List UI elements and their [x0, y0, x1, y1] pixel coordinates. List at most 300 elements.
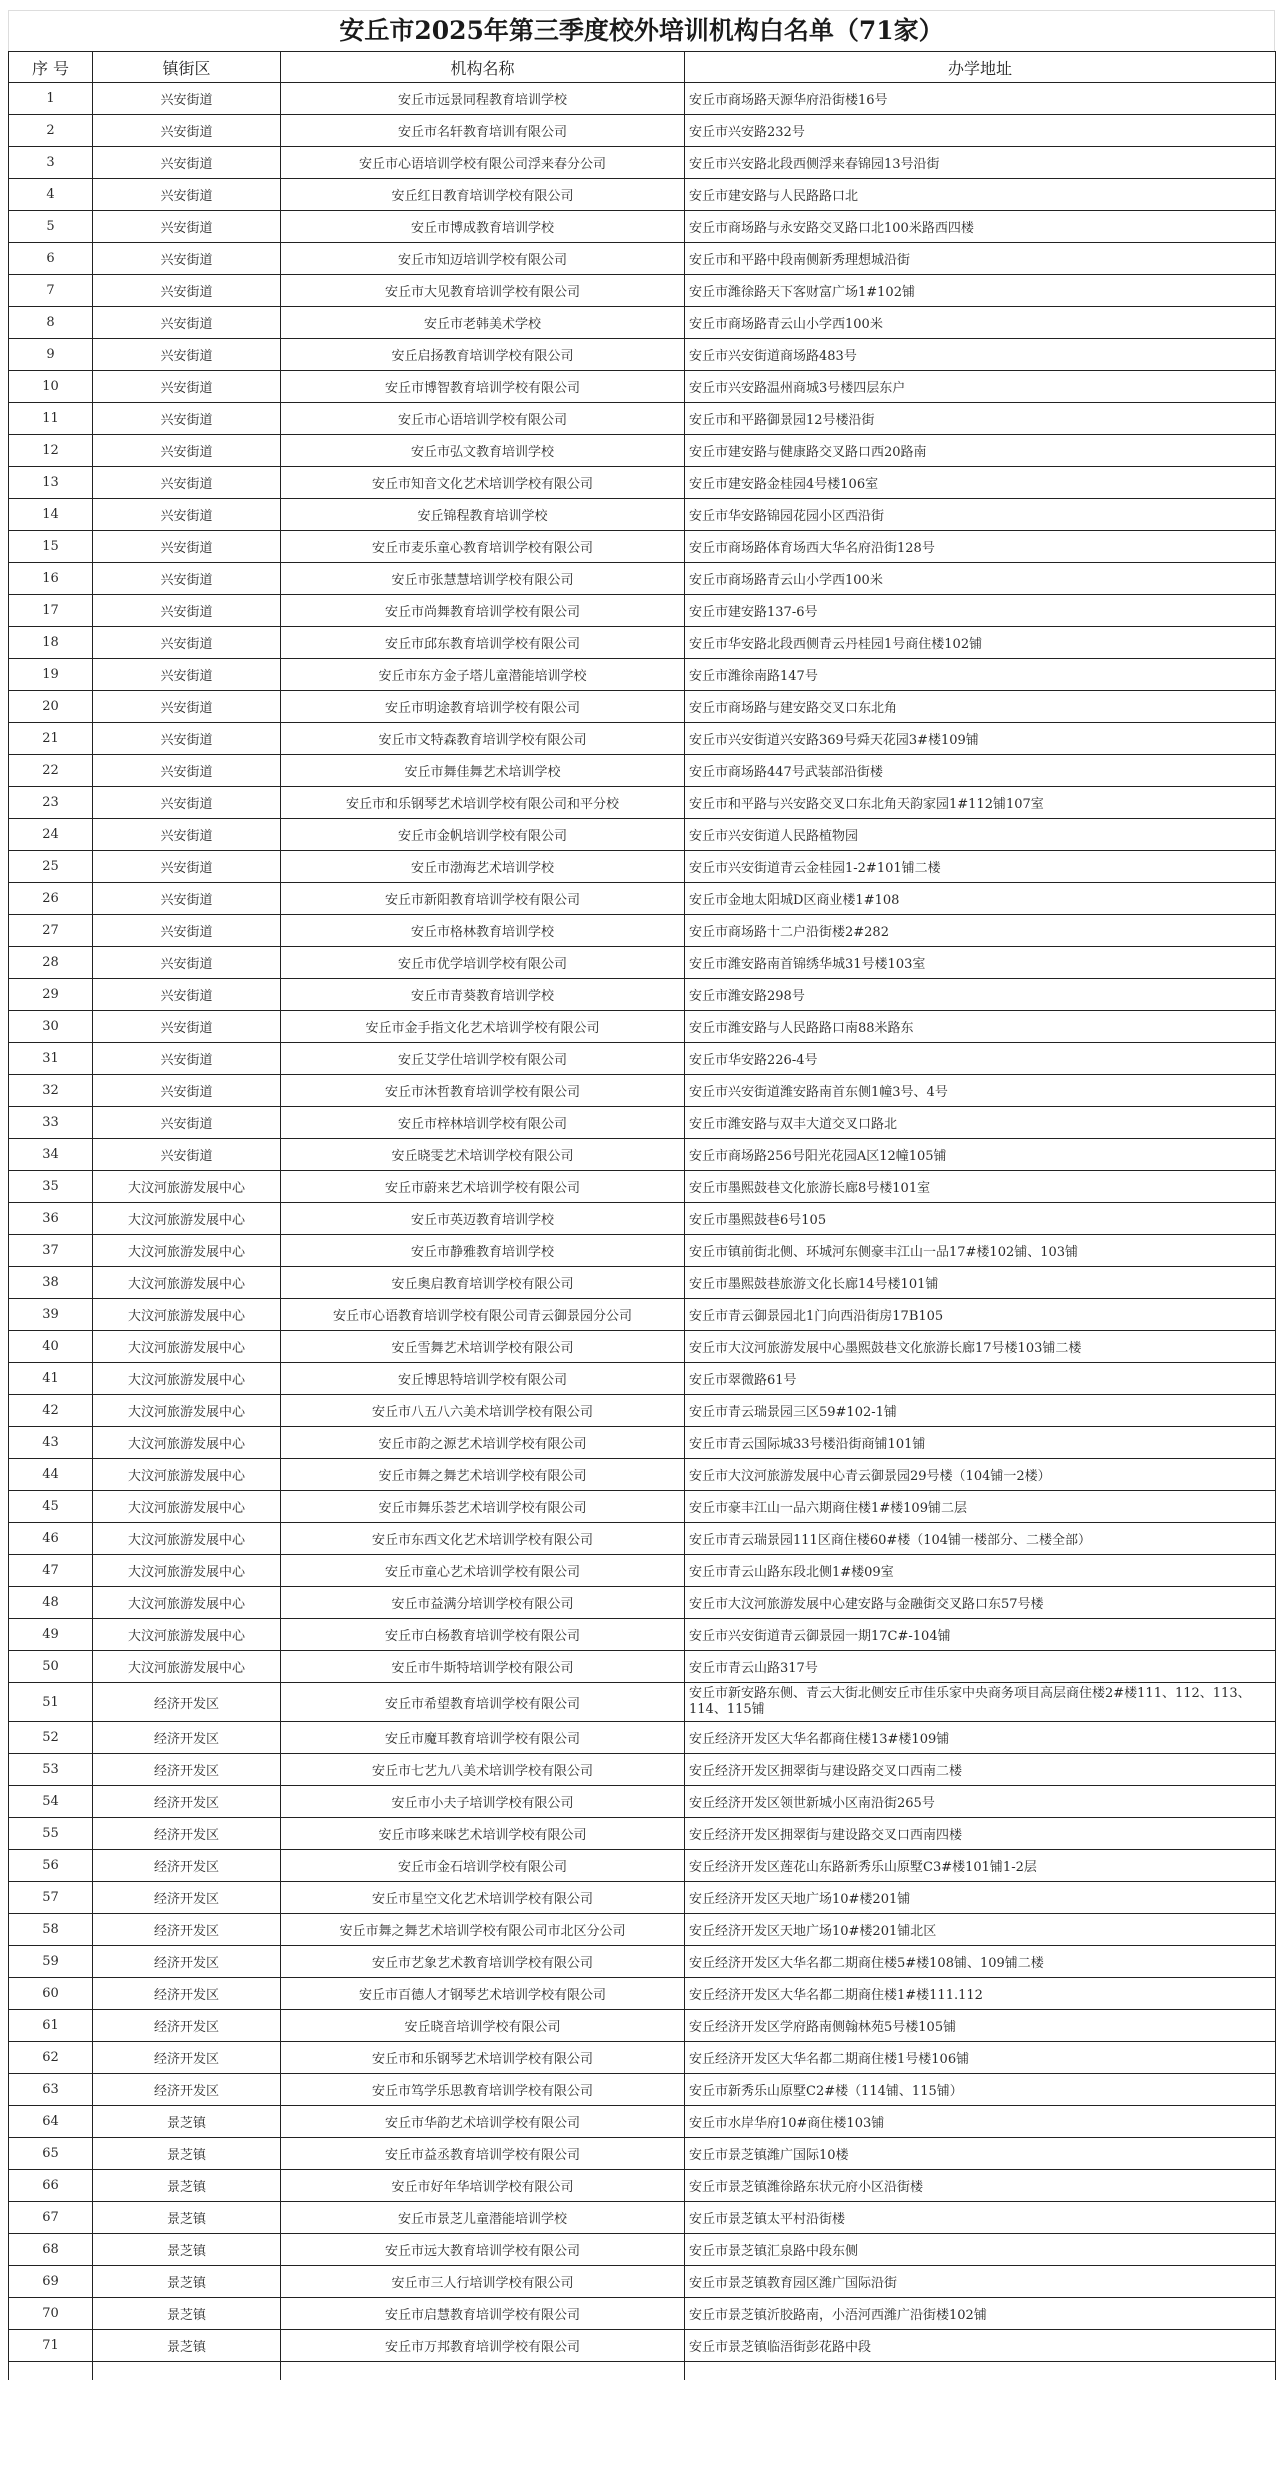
cell-district: 经济开发区 — [93, 1978, 281, 2010]
table-row — [9, 1427, 1276, 1459]
cell-serial-number: 50 — [9, 1651, 93, 1683]
cell-institution-name: 安丘艾学仕培训学校有限公司 — [281, 1043, 685, 1075]
table-row — [9, 723, 1276, 755]
cell-district: 经济开发区 — [93, 2010, 281, 2042]
cell-institution-name: 安丘市舞之舞艺术培训学校有限公司 — [281, 1459, 685, 1491]
cell-address: 安丘市潍安路与双丰大道交叉口路北 — [685, 1107, 1276, 1139]
cell-institution-name: 安丘市博成教育培训学校 — [281, 211, 685, 243]
cell-district: 兴安街道 — [93, 1075, 281, 1107]
cell-serial-number: 29 — [9, 979, 93, 1011]
cell-institution-name: 安丘市心语培训学校有限公司 — [281, 403, 685, 435]
table-row — [9, 1683, 1276, 1722]
cell-serial-number: 47 — [9, 1555, 93, 1587]
cell-district: 兴安街道 — [93, 947, 281, 979]
cell-address: 安丘市潍徐路天下客财富广场1#102铺 — [685, 275, 1276, 307]
table-row — [9, 499, 1276, 531]
cell-address: 安丘市墨熙鼓巷6号105 — [685, 1203, 1276, 1235]
cell-address: 安丘市兴安街道青云金桂园1-2#101铺二楼 — [685, 851, 1276, 883]
cell-institution-name: 安丘市景芝儿童潜能培训学校 — [281, 2202, 685, 2234]
empty-cell — [9, 2362, 93, 2381]
cell-institution-name: 安丘市蔚来艺术培训学校有限公司 — [281, 1171, 685, 1203]
cell-institution-name: 安丘市弘文教育培训学校 — [281, 435, 685, 467]
cell-institution-name: 安丘市八五八六美术培训学校有限公司 — [281, 1395, 685, 1427]
cell-district: 兴安街道 — [93, 563, 281, 595]
cell-institution-name: 安丘市尚舞教育培训学校有限公司 — [281, 595, 685, 627]
cell-address: 安丘市商场路447号武装部沿街楼 — [685, 755, 1276, 787]
table-row — [9, 243, 1276, 275]
table-row — [9, 1914, 1276, 1946]
cell-address: 安丘市大汶河旅游发展中心青云御景园29号楼（104铺一2楼） — [685, 1459, 1276, 1491]
cell-institution-name: 安丘市沐哲教育培训学校有限公司 — [281, 1075, 685, 1107]
cell-address: 安丘经济开发区大华名都二期商住楼1#楼111.112 — [685, 1978, 1276, 2010]
table-row — [9, 627, 1276, 659]
cell-address: 安丘市潍安路与人民路路口南88米路东 — [685, 1011, 1276, 1043]
cell-institution-name: 安丘市白杨教育培训学校有限公司 — [281, 1619, 685, 1651]
table-row — [9, 1331, 1276, 1363]
cell-district: 景芝镇 — [93, 2266, 281, 2298]
table-row — [9, 1203, 1276, 1235]
cell-serial-number: 62 — [9, 2042, 93, 2074]
cell-serial-number: 22 — [9, 755, 93, 787]
cell-institution-name: 安丘市艺象艺术教育培训学校有限公司 — [281, 1946, 685, 1978]
cell-address: 安丘经济开发区拥翠街与建设路交叉口西南四楼 — [685, 1818, 1276, 1850]
table-row — [9, 1075, 1276, 1107]
cell-serial-number: 1 — [9, 83, 93, 115]
cell-district: 兴安街道 — [93, 83, 281, 115]
table-row — [9, 787, 1276, 819]
cell-address: 安丘市华安路226-4号 — [685, 1043, 1276, 1075]
cell-district: 兴安街道 — [93, 1011, 281, 1043]
table-row — [9, 947, 1276, 979]
cell-institution-name: 安丘奥启教育培训学校有限公司 — [281, 1267, 685, 1299]
cell-address: 安丘市商场路与永安路交叉路口北100米路西四楼 — [685, 211, 1276, 243]
table-row — [9, 563, 1276, 595]
cell-address: 安丘市景芝镇临浯街彭花路中段 — [685, 2330, 1276, 2362]
cell-address: 安丘市青云山路317号 — [685, 1651, 1276, 1683]
header-district: 镇街区 — [93, 52, 281, 83]
cell-institution-name: 安丘市名轩教育培训有限公司 — [281, 115, 685, 147]
table-row — [9, 1786, 1276, 1818]
cell-serial-number: 66 — [9, 2170, 93, 2202]
cell-address: 安丘经济开发区拥翠街与建设路交叉口西南二楼 — [685, 1754, 1276, 1786]
cell-serial-number: 70 — [9, 2298, 93, 2330]
cell-address: 安丘市兴安路北段西侧浮来春锦园13号沿街 — [685, 147, 1276, 179]
cell-serial-number: 31 — [9, 1043, 93, 1075]
cell-address: 安丘市建安路金桂园4号楼106室 — [685, 467, 1276, 499]
cell-address: 安丘市商场路天源华府沿街楼16号 — [685, 83, 1276, 115]
cell-institution-name: 安丘市益丞教育培训学校有限公司 — [281, 2138, 685, 2170]
table-row — [9, 1459, 1276, 1491]
cell-address: 安丘市建安路与健康路交叉路口西20路南 — [685, 435, 1276, 467]
table-row — [9, 1107, 1276, 1139]
cell-district: 景芝镇 — [93, 2202, 281, 2234]
cell-serial-number: 26 — [9, 883, 93, 915]
cell-serial-number: 20 — [9, 691, 93, 723]
cell-address: 安丘市建安路137-6号 — [685, 595, 1276, 627]
cell-address: 安丘经济开发区天地广场10#楼201铺 — [685, 1882, 1276, 1914]
table-row — [9, 1850, 1276, 1882]
table-row — [9, 83, 1276, 115]
cell-institution-name: 安丘市梓林培训学校有限公司 — [281, 1107, 685, 1139]
cell-address: 安丘市青云御景园北1门向西沿街房17B105 — [685, 1299, 1276, 1331]
cell-institution-name: 安丘锦程教育培训学校 — [281, 499, 685, 531]
cell-district: 兴安街道 — [93, 1107, 281, 1139]
cell-district: 兴安街道 — [93, 307, 281, 339]
cell-district: 兴安街道 — [93, 915, 281, 947]
cell-district: 大汶河旅游发展中心 — [93, 1235, 281, 1267]
table-row — [9, 435, 1276, 467]
table-row — [9, 1171, 1276, 1203]
cell-serial-number: 35 — [9, 1171, 93, 1203]
cell-institution-name: 安丘博思特培训学校有限公司 — [281, 1363, 685, 1395]
table-header-row — [9, 52, 1276, 83]
cell-district: 大汶河旅游发展中心 — [93, 1587, 281, 1619]
table-row — [9, 179, 1276, 211]
cell-serial-number: 33 — [9, 1107, 93, 1139]
cell-district: 兴安街道 — [93, 659, 281, 691]
table-row — [9, 691, 1276, 723]
cell-address: 安丘市景芝镇潍徐路东状元府小区沿街楼 — [685, 2170, 1276, 2202]
cell-address: 安丘市翠微路61号 — [685, 1363, 1276, 1395]
cell-serial-number: 10 — [9, 371, 93, 403]
cell-serial-number: 40 — [9, 1331, 93, 1363]
cell-serial-number: 53 — [9, 1754, 93, 1786]
whitelist-table — [8, 51, 1276, 2380]
cell-district: 兴安街道 — [93, 979, 281, 1011]
cell-serial-number: 56 — [9, 1850, 93, 1882]
cell-address: 安丘市兴安街道兴安路369号舜天花园3#楼109铺 — [685, 723, 1276, 755]
cell-address: 安丘市大汶河旅游发展中心墨熙鼓巷文化旅游长廊17号楼103铺二楼 — [685, 1331, 1276, 1363]
cell-institution-name: 安丘市大见教育培训学校有限公司 — [281, 275, 685, 307]
table-row — [9, 755, 1276, 787]
cell-institution-name: 安丘市百德人才钢琴艺术培训学校有限公司 — [281, 1978, 685, 2010]
cell-district: 大汶河旅游发展中心 — [93, 1267, 281, 1299]
cell-institution-name: 安丘市老韩美术学校 — [281, 307, 685, 339]
cell-institution-name: 安丘市新阳教育培训学校有限公司 — [281, 883, 685, 915]
cell-district: 兴安街道 — [93, 627, 281, 659]
cell-institution-name: 安丘市小夫子培训学校有限公司 — [281, 1786, 685, 1818]
cell-institution-name: 安丘市东西文化艺术培训学校有限公司 — [281, 1523, 685, 1555]
cell-institution-name: 安丘市笃学乐思教育培训学校有限公司 — [281, 2074, 685, 2106]
cell-address: 安丘市兴安街道潍安路南首东侧1幢3号、4号 — [685, 1075, 1276, 1107]
table-row — [9, 211, 1276, 243]
table-row — [9, 883, 1276, 915]
cell-district: 景芝镇 — [93, 2234, 281, 2266]
cell-address: 安丘市建安路与人民路路口北 — [685, 179, 1276, 211]
cell-serial-number: 61 — [9, 2010, 93, 2042]
cell-address: 安丘市商场路十二户沿街楼2#282 — [685, 915, 1276, 947]
cell-address: 安丘市金地太阳城D区商业楼1#108 — [685, 883, 1276, 915]
header-institution-name: 机构名称 — [281, 52, 685, 83]
cell-serial-number: 4 — [9, 179, 93, 211]
cell-district: 景芝镇 — [93, 2106, 281, 2138]
cell-institution-name: 安丘市魔耳教育培训学校有限公司 — [281, 1722, 685, 1754]
table-row — [9, 2170, 1276, 2202]
header-address: 办学地址 — [685, 52, 1276, 83]
table-row — [9, 595, 1276, 627]
cell-district: 大汶河旅游发展中心 — [93, 1491, 281, 1523]
table-row — [9, 2010, 1276, 2042]
cell-district: 大汶河旅游发展中心 — [93, 1427, 281, 1459]
cell-district: 大汶河旅游发展中心 — [93, 1299, 281, 1331]
cell-district: 兴安街道 — [93, 179, 281, 211]
cell-address: 安丘市商场路青云山小学西100米 — [685, 563, 1276, 595]
table-row — [9, 2106, 1276, 2138]
table-row — [9, 1235, 1276, 1267]
cell-serial-number: 38 — [9, 1267, 93, 1299]
cell-district: 景芝镇 — [93, 2298, 281, 2330]
cell-serial-number: 28 — [9, 947, 93, 979]
cell-district: 景芝镇 — [93, 2138, 281, 2170]
cell-institution-name: 安丘市舞乐荟艺术培训学校有限公司 — [281, 1491, 685, 1523]
cell-institution-name: 安丘市张慧慧培训学校有限公司 — [281, 563, 685, 595]
cell-district: 经济开发区 — [93, 1850, 281, 1882]
cell-serial-number: 57 — [9, 1882, 93, 1914]
cell-district: 经济开发区 — [93, 1914, 281, 1946]
cell-district: 经济开发区 — [93, 2074, 281, 2106]
cell-address: 安丘市新秀乐山原墅C2#楼（114铺、115铺） — [685, 2074, 1276, 2106]
cell-serial-number: 24 — [9, 819, 93, 851]
cell-district: 经济开发区 — [93, 1946, 281, 1978]
cell-serial-number: 54 — [9, 1786, 93, 1818]
cell-institution-name: 安丘市格林教育培训学校 — [281, 915, 685, 947]
table-row — [9, 1587, 1276, 1619]
cell-serial-number: 60 — [9, 1978, 93, 2010]
table-row — [9, 1946, 1276, 1978]
cell-district: 大汶河旅游发展中心 — [93, 1203, 281, 1235]
cell-institution-name: 安丘市星空文化艺术培训学校有限公司 — [281, 1882, 685, 1914]
cell-institution-name: 安丘市舞之舞艺术培训学校有限公司市北区分公司 — [281, 1914, 685, 1946]
cell-address: 安丘市景芝镇沂胶路南，小浯河西潍广沿街楼102铺 — [685, 2298, 1276, 2330]
table-row — [9, 2266, 1276, 2298]
cell-address: 安丘经济开发区大华名都二期商住楼5#楼108铺、109铺二楼 — [685, 1946, 1276, 1978]
table-row — [9, 819, 1276, 851]
cell-serial-number: 17 — [9, 595, 93, 627]
cell-serial-number: 44 — [9, 1459, 93, 1491]
cell-address: 安丘经济开发区天地广场10#楼201铺北区 — [685, 1914, 1276, 1946]
cell-district: 兴安街道 — [93, 211, 281, 243]
table-row — [9, 1651, 1276, 1683]
cell-serial-number: 71 — [9, 2330, 93, 2362]
cell-district: 兴安街道 — [93, 755, 281, 787]
cell-district: 大汶河旅游发展中心 — [93, 1459, 281, 1491]
table-row — [9, 1363, 1276, 1395]
cell-address: 安丘经济开发区领世新城小区南沿街265号 — [685, 1786, 1276, 1818]
cell-district: 兴安街道 — [93, 883, 281, 915]
cell-address: 安丘市兴安街道人民路植物园 — [685, 819, 1276, 851]
cell-serial-number: 32 — [9, 1075, 93, 1107]
cell-serial-number: 21 — [9, 723, 93, 755]
cell-serial-number: 51 — [9, 1683, 93, 1722]
table-row — [9, 1491, 1276, 1523]
cell-address: 安丘市豪丰江山一品六期商住楼1#楼109铺二层 — [685, 1491, 1276, 1523]
cell-address: 安丘市墨熙鼓巷文化旅游长廊8号楼101室 — [685, 1171, 1276, 1203]
cell-serial-number: 43 — [9, 1427, 93, 1459]
empty-cell — [93, 2362, 281, 2381]
cell-district: 大汶河旅游发展中心 — [93, 1651, 281, 1683]
cell-address: 安丘市和平路中段南侧新秀理想城沿街 — [685, 243, 1276, 275]
cell-district: 兴安街道 — [93, 467, 281, 499]
cell-district: 兴安街道 — [93, 243, 281, 275]
cell-serial-number: 19 — [9, 659, 93, 691]
cell-institution-name: 安丘市知迈培训学校有限公司 — [281, 243, 685, 275]
cell-institution-name: 安丘市心语教育培训学校有限公司青云御景园分公司 — [281, 1299, 685, 1331]
cell-district: 大汶河旅游发展中心 — [93, 1395, 281, 1427]
cell-institution-name: 安丘市金石培训学校有限公司 — [281, 1850, 685, 1882]
cell-serial-number: 12 — [9, 435, 93, 467]
cell-serial-number: 42 — [9, 1395, 93, 1427]
header-serial-number: 序 号 — [9, 52, 93, 83]
cell-serial-number: 7 — [9, 275, 93, 307]
cell-institution-name: 安丘市博智教育培训学校有限公司 — [281, 371, 685, 403]
cell-district: 兴安街道 — [93, 851, 281, 883]
cell-serial-number: 34 — [9, 1139, 93, 1171]
cell-address: 安丘市商场路体育场西大华名府沿街128号 — [685, 531, 1276, 563]
cell-district: 兴安街道 — [93, 819, 281, 851]
cell-district: 兴安街道 — [93, 339, 281, 371]
cell-institution-name: 安丘市希望教育培训学校有限公司 — [281, 1683, 685, 1722]
table-row — [9, 2330, 1276, 2362]
cell-serial-number: 69 — [9, 2266, 93, 2298]
table-row — [9, 467, 1276, 499]
cell-serial-number: 58 — [9, 1914, 93, 1946]
cell-district: 兴安街道 — [93, 499, 281, 531]
cell-serial-number: 67 — [9, 2202, 93, 2234]
empty-table-row — [9, 2362, 1276, 2381]
cell-district: 景芝镇 — [93, 2330, 281, 2362]
cell-institution-name: 安丘晓音培训学校有限公司 — [281, 2010, 685, 2042]
cell-institution-name: 安丘雪舞艺术培训学校有限公司 — [281, 1331, 685, 1363]
cell-address: 安丘市商场路与建安路交叉口东北角 — [685, 691, 1276, 723]
table-row — [9, 1818, 1276, 1850]
cell-address: 安丘市青云瑞景园三区59#102-1铺 — [685, 1395, 1276, 1427]
cell-address: 安丘市潍安路298号 — [685, 979, 1276, 1011]
cell-institution-name: 安丘市哆来咪艺术培训学校有限公司 — [281, 1818, 685, 1850]
cell-institution-name: 安丘市远景同程教育培训学校 — [281, 83, 685, 115]
cell-institution-name: 安丘市英迈教育培训学校 — [281, 1203, 685, 1235]
table-row — [9, 275, 1276, 307]
empty-cell — [281, 2362, 685, 2381]
cell-serial-number: 8 — [9, 307, 93, 339]
cell-district: 经济开发区 — [93, 1882, 281, 1914]
cell-institution-name: 安丘红日教育培训学校有限公司 — [281, 179, 685, 211]
cell-serial-number: 11 — [9, 403, 93, 435]
table-row — [9, 403, 1276, 435]
cell-serial-number: 39 — [9, 1299, 93, 1331]
cell-district: 兴安街道 — [93, 115, 281, 147]
cell-address: 安丘市兴安路232号 — [685, 115, 1276, 147]
cell-serial-number: 6 — [9, 243, 93, 275]
cell-address: 安丘市商场路青云山小学西100米 — [685, 307, 1276, 339]
cell-address: 安丘市潍徐南路147号 — [685, 659, 1276, 691]
cell-address: 安丘市景芝镇太平村沿街楼 — [685, 2202, 1276, 2234]
cell-address: 安丘市潍安路南首锦绣华城31号楼103室 — [685, 947, 1276, 979]
cell-institution-name: 安丘市三人行培训学校有限公司 — [281, 2266, 685, 2298]
cell-district: 景芝镇 — [93, 2170, 281, 2202]
whitelist-document — [8, 10, 1275, 2380]
cell-district: 经济开发区 — [93, 1754, 281, 1786]
cell-district: 经济开发区 — [93, 2042, 281, 2074]
empty-cell — [685, 2362, 1276, 2381]
cell-serial-number: 59 — [9, 1946, 93, 1978]
cell-institution-name: 安丘市静雅教育培训学校 — [281, 1235, 685, 1267]
cell-district: 兴安街道 — [93, 371, 281, 403]
cell-institution-name: 安丘市七艺九八美术培训学校有限公司 — [281, 1754, 685, 1786]
cell-address: 安丘市华安路锦园花园小区西沿街 — [685, 499, 1276, 531]
cell-district: 兴安街道 — [93, 787, 281, 819]
table-row — [9, 1555, 1276, 1587]
cell-institution-name: 安丘市文特森教育培训学校有限公司 — [281, 723, 685, 755]
cell-district: 兴安街道 — [93, 595, 281, 627]
cell-address: 安丘市新安路东侧、青云大街北侧安丘市佳乐家中央商务项目高层商住楼2#楼111、112、113、114、115铺 — [685, 1683, 1276, 1722]
cell-district: 大汶河旅游发展中心 — [93, 1523, 281, 1555]
cell-address: 安丘市和平路与兴安路交叉口东北角天韵家园1#112铺107室 — [685, 787, 1276, 819]
cell-institution-name: 安丘市华韵艺术培训学校有限公司 — [281, 2106, 685, 2138]
cell-address: 安丘经济开发区大华名都二期商住楼1号楼106铺 — [685, 2042, 1276, 2074]
table-row — [9, 1139, 1276, 1171]
cell-address: 安丘市兴安街道青云御景园一期17C#-104铺 — [685, 1619, 1276, 1651]
cell-institution-name: 安丘市麦乐童心教育培训学校有限公司 — [281, 531, 685, 563]
cell-address: 安丘市墨熙鼓巷旅游文化长廊14号楼101铺 — [685, 1267, 1276, 1299]
cell-institution-name: 安丘市知音文化艺术培训学校有限公司 — [281, 467, 685, 499]
cell-serial-number: 2 — [9, 115, 93, 147]
cell-address: 安丘市景芝镇汇泉路中段东侧 — [685, 2234, 1276, 2266]
table-row — [9, 371, 1276, 403]
cell-serial-number: 63 — [9, 2074, 93, 2106]
cell-address: 安丘市青云山路东段北侧1#楼09室 — [685, 1555, 1276, 1587]
table-row — [9, 1011, 1276, 1043]
cell-district: 兴安街道 — [93, 723, 281, 755]
cell-serial-number: 30 — [9, 1011, 93, 1043]
cell-district: 兴安街道 — [93, 1043, 281, 1075]
table-row — [9, 531, 1276, 563]
cell-serial-number: 52 — [9, 1722, 93, 1754]
cell-institution-name: 安丘晓雯艺术培训学校有限公司 — [281, 1139, 685, 1171]
cell-address: 安丘市水岸华府10#商住楼103铺 — [685, 2106, 1276, 2138]
cell-institution-name: 安丘市万邦教育培训学校有限公司 — [281, 2330, 685, 2362]
table-row — [9, 659, 1276, 691]
cell-serial-number: 16 — [9, 563, 93, 595]
cell-district: 经济开发区 — [93, 1818, 281, 1850]
cell-address: 安丘经济开发区学府路南侧翰林苑5号楼105铺 — [685, 2010, 1276, 2042]
table-row — [9, 2042, 1276, 2074]
cell-address: 安丘经济开发区大华名都商住楼13#楼109铺 — [685, 1722, 1276, 1754]
cell-serial-number: 25 — [9, 851, 93, 883]
cell-institution-name: 安丘市和乐钢琴艺术培训学校有限公司 — [281, 2042, 685, 2074]
cell-serial-number: 3 — [9, 147, 93, 179]
table-row — [9, 851, 1276, 883]
cell-institution-name: 安丘市东方金子塔儿童潜能培训学校 — [281, 659, 685, 691]
cell-address: 安丘市景芝镇潍广国际10楼 — [685, 2138, 1276, 2170]
cell-address: 安丘市商场路256号阳光花园A区12幢105铺 — [685, 1139, 1276, 1171]
table-row — [9, 979, 1276, 1011]
cell-district: 大汶河旅游发展中心 — [93, 1363, 281, 1395]
cell-institution-name: 安丘启扬教育培训学校有限公司 — [281, 339, 685, 371]
cell-serial-number: 64 — [9, 2106, 93, 2138]
cell-serial-number: 9 — [9, 339, 93, 371]
table-row — [9, 1043, 1276, 1075]
cell-institution-name: 安丘市金帆培训学校有限公司 — [281, 819, 685, 851]
table-row — [9, 339, 1276, 371]
cell-institution-name: 安丘市青葵教育培训学校 — [281, 979, 685, 1011]
cell-district: 兴安街道 — [93, 147, 281, 179]
table-row — [9, 2234, 1276, 2266]
cell-institution-name: 安丘市金手指文化艺术培训学校有限公司 — [281, 1011, 685, 1043]
table-row — [9, 2298, 1276, 2330]
cell-institution-name: 安丘市韵之源艺术培训学校有限公司 — [281, 1427, 685, 1459]
cell-address: 安丘市青云瑞景园111区商住楼60#楼（104铺一楼部分、二楼全部） — [685, 1523, 1276, 1555]
table-row — [9, 2138, 1276, 2170]
